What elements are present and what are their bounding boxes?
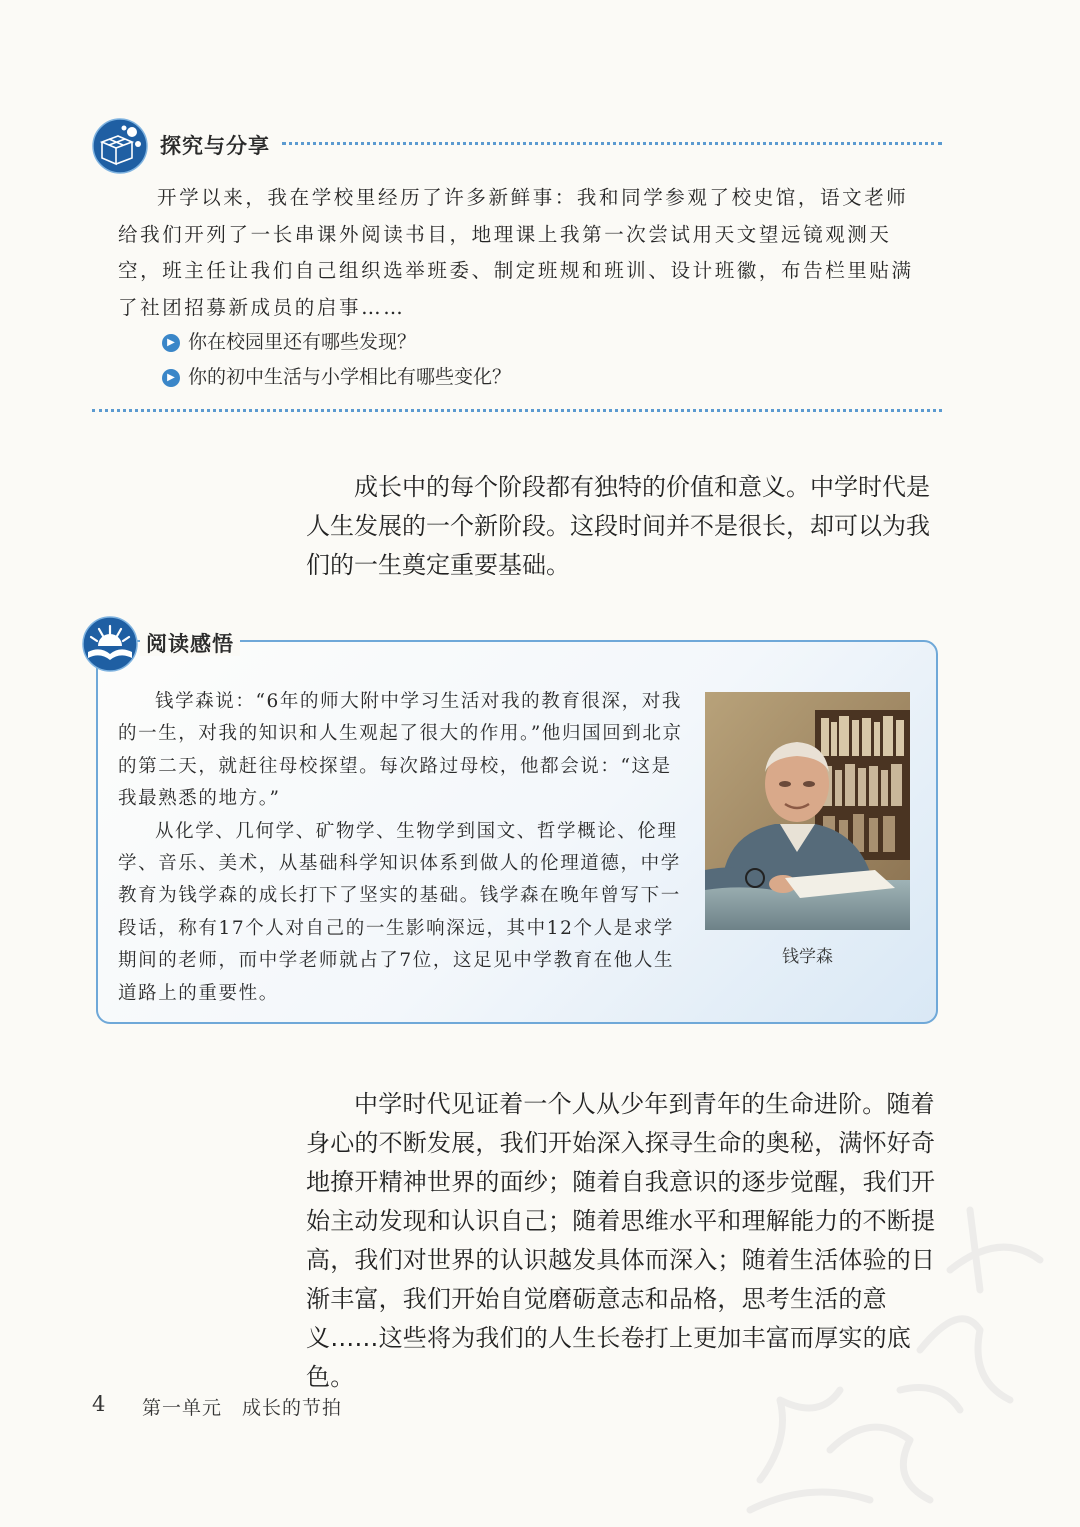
triangle-bullet-icon: ▶ — [162, 334, 180, 352]
unit-label: 第一单元 成长的节拍 — [142, 1397, 343, 1419]
dotted-divider-top — [282, 142, 942, 145]
question-item — [162, 360, 511, 395]
reading-text — [118, 686, 686, 1010]
triangle-bullet-icon: ▶ — [162, 369, 180, 387]
question-text: 你在校园里还有哪些发现？ — [188, 331, 417, 353]
question-text: 你的初中生活与小学相比有哪些变化？ — [188, 366, 512, 388]
reading-reflection-title: 阅读感悟 — [146, 632, 234, 656]
dotted-divider-bottom — [92, 409, 942, 412]
page-number: 4 — [92, 1392, 106, 1416]
reading-paragraph-1: 钱学森说：“6年的师大附中学习生活对我的教育很深，对我的一生，对我的知识和人生观起了很大的作用。”他归国回到北京的第二天，就赶往母校探望。每次路过母校，他都会说：“这是我最熟悉的地方。” — [118, 691, 683, 810]
body-paragraph-2: 中学时代见证着一个人从少年到青年的生命进阶。随着身心的不断发展，我们开始深入探寻生命的奥秘，满怀好奇地撩开精神世界的面纱；随着自我意识的逐步觉醒，我们开始主动发现和认识自己；随着思维水平和理解能力的不断提高，我们对世界的认识越发具体而深入；随着生活体验的日渐丰富，我们开始自觉磨砺意志和品格，思考生活的意义……这些将为我们的人生长卷打上更加丰富而厚实的底色。 — [306, 1090, 936, 1391]
photo-caption: 钱学森 — [782, 947, 833, 967]
explore-paragraph: 开学以来，我在学校里经历了许多新鲜事：我和同学参观了校史馆，语文老师给我们开列了一长串课外阅读书目，地理课上我第一次尝试用天文望远镜观测天空，班主任让我们自己组织选举班委、制定班规和班训、设计班徽，布告栏里贴满了社团招募新成员的启事…… — [118, 186, 914, 319]
open-book-sunrise-icon — [82, 616, 138, 672]
cube-globe-icon — [92, 118, 148, 174]
reading-paragraph-2: 从化学、几何学、矿物学、生物学到国文、哲学概论、伦理学、音乐、美术，从基础科学知识体系到做人的伦理道德，中学教育为钱学森的成长打下了坚实的基础。钱学森在晚年曾写下一段话，称有17个人对自己的一生影响深远，其中12个人是求学期间的老师，而中学老师就占了7位，这足见中学教育在他人生道路上的重要性。 — [118, 820, 681, 1004]
watermark-logo — [720, 1150, 1060, 1520]
body-paragraph-1: 成长中的每个阶段都有独特的价值和意义。中学时代是人生发展的一个新阶段。这段时间并不是很长，却可以为我们的一生奠定重要基础。 — [306, 473, 930, 579]
explore-share-title: 探究与分享 — [160, 134, 270, 158]
question-item — [162, 325, 511, 360]
portrait-photo — [705, 692, 910, 930]
question-list — [162, 325, 511, 395]
